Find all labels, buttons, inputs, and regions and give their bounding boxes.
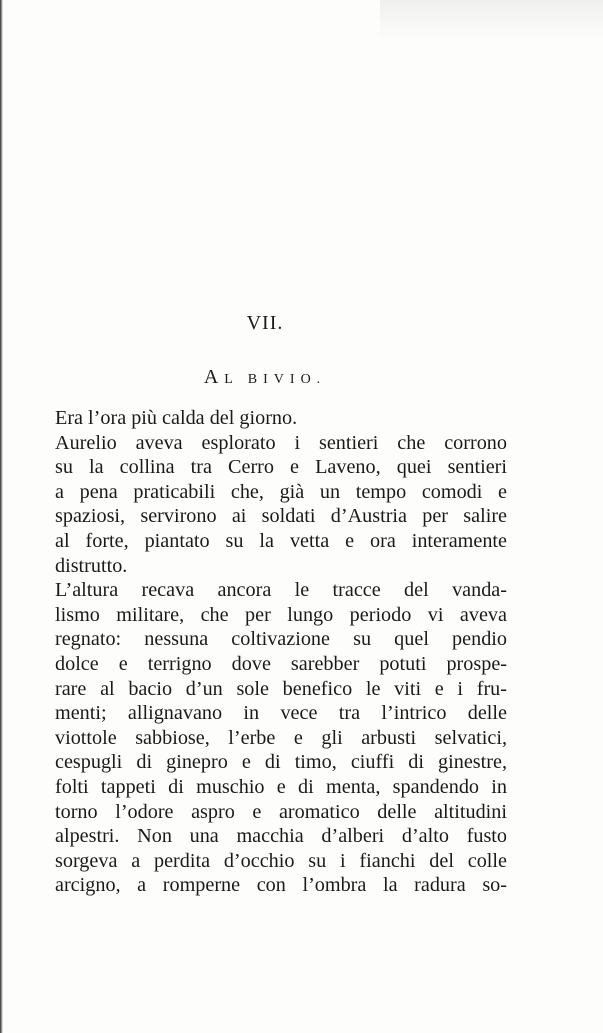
text-line: dolce e terrigno dove sarebber potuti prospe- bbox=[55, 652, 507, 675]
page-discoloration bbox=[380, 0, 603, 40]
chapter-title-initial: A bbox=[203, 366, 225, 388]
text-line: rare al bacio d’un sole benefico le viti e i fru- bbox=[55, 677, 507, 700]
text-line: regnato: nessuna coltivazione su quel pendio bbox=[55, 628, 507, 651]
page-edge-shadow bbox=[0, 0, 3, 1033]
text-line: alpestri. Non una macchia d’alberi d’alto fusto bbox=[55, 825, 507, 848]
chapter-title-rest: L BIVIO. bbox=[224, 372, 327, 387]
text-line: distrutto. bbox=[55, 554, 128, 577]
text-line: torno l’odore aspro e aromatico delle altitudini bbox=[55, 800, 507, 823]
text-line: a pena praticabili che, già un tempo comodi e bbox=[55, 480, 507, 503]
text-line: Aurelio aveva esplorato i sentieri che corrono bbox=[55, 431, 507, 454]
text-line: su la collina tra Cerro e Laveno, quei sentieri bbox=[55, 456, 507, 479]
text-line: cespugli di ginepro e di timo, ciuffi di ginestre, bbox=[55, 751, 507, 774]
chapter-number: VII. bbox=[246, 312, 284, 334]
text-line: arcigno, a romperne con l’ombra la radura so- bbox=[55, 874, 507, 897]
text-line: L’altura recava ancora le tracce del vanda- bbox=[55, 579, 507, 602]
text-line: al forte, piantato su la vetta e ora interamente bbox=[55, 529, 507, 552]
text-line: lismo militare, che per lungo periodo vi aveva bbox=[55, 603, 507, 626]
chapter-title bbox=[0, 366, 530, 389]
text-line: spaziosi, servirono ai soldati d’Austria per salire bbox=[55, 505, 507, 528]
text-line: Era l’ora più calda del giorno. bbox=[55, 407, 298, 429]
text-line: sorgeva a perdita d’occhio su i fianchi del colle bbox=[55, 849, 507, 872]
text-line: menti; allignavano in vece tra l’intrico delle bbox=[55, 702, 507, 725]
text-line: folti tappeti di muschio e di menta, spandendo in bbox=[55, 775, 507, 798]
text-line: viottole sabbiose, l’erbe e gli arbusti selvatici, bbox=[55, 726, 507, 749]
body-text bbox=[55, 406, 507, 898]
